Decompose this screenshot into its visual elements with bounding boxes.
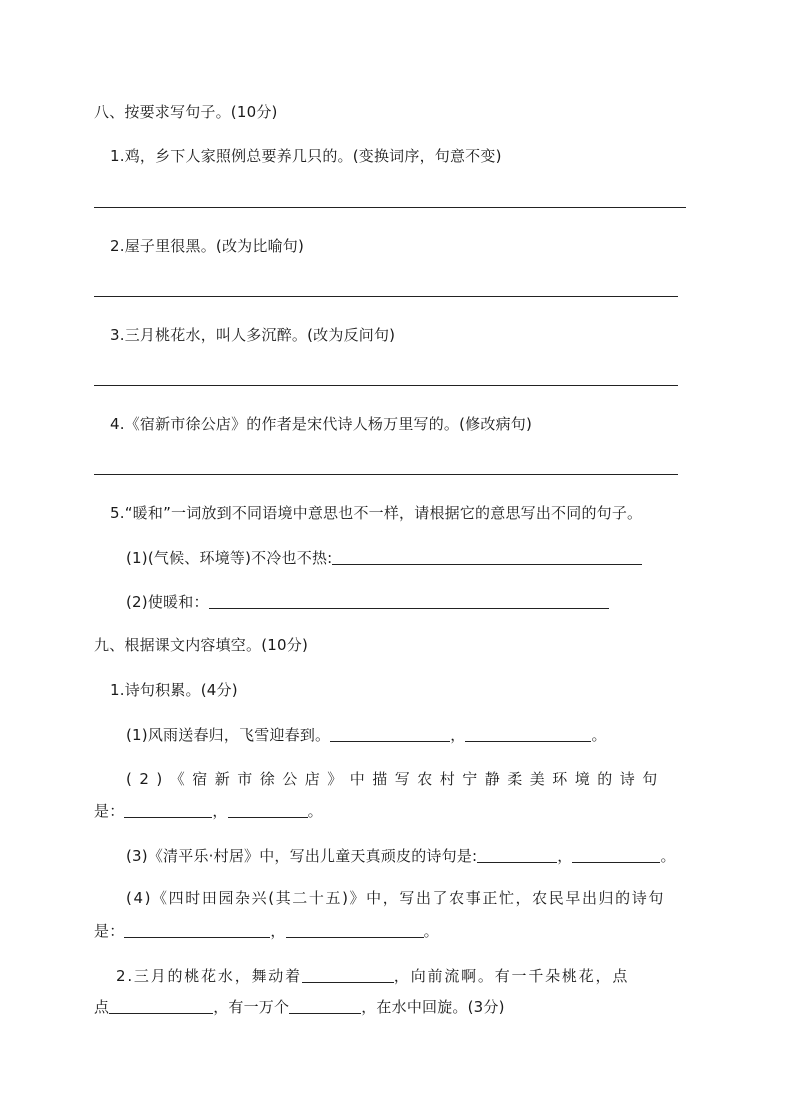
question-8-4: 4.《宿新市徐公店》的作者是宋代诗人杨万里写的。(修改病句) bbox=[110, 415, 533, 433]
blank-9-1-1-a[interactable] bbox=[330, 726, 450, 742]
period: 。 bbox=[423, 922, 439, 940]
question-9-1-2-line1: (2)《宿新市徐公店》中描写农村宁静柔美环境的诗句 bbox=[126, 770, 665, 788]
question-9-1-3-text: (3)《清平乐·村居》中，写出儿童天真顽皮的诗句是: bbox=[126, 847, 478, 865]
question-9-1-2-line2 bbox=[94, 801, 323, 821]
question-8-5-1-text: (1)(气候、环境等)不冷也不热: bbox=[126, 549, 333, 567]
question-8-5-2-text: (2)使暖和： bbox=[126, 593, 209, 611]
comma: ， bbox=[212, 802, 228, 820]
period: 。 bbox=[660, 847, 676, 865]
question-9-1: 1.诗句积累。(4分) bbox=[110, 681, 238, 699]
blank-9-2-b[interactable] bbox=[109, 998, 213, 1014]
blank-9-1-2-a[interactable] bbox=[124, 802, 212, 818]
comma: ， bbox=[270, 922, 286, 940]
question-9-2-text-a: 2.三月的桃花水，舞动着 bbox=[116, 967, 302, 985]
section-9-heading: 九、根据课文内容填空。(10分) bbox=[94, 636, 308, 654]
question-9-1-4-lead: 是： bbox=[94, 922, 125, 940]
blank-9-1-4-b[interactable] bbox=[286, 922, 424, 938]
question-9-2-line2 bbox=[94, 997, 505, 1017]
question-9-1-2-lead: 是： bbox=[94, 802, 125, 820]
question-8-5-2 bbox=[126, 592, 609, 612]
question-8-1: 1.鸡，乡下人家照例总要养几只的。(变换词序，句意不变) bbox=[110, 147, 502, 165]
question-9-2-text-c: 点 bbox=[94, 998, 110, 1016]
question-9-2-text-b: ，向前流啊。有一千朵桃花，点 bbox=[393, 967, 630, 985]
question-8-5: 5.“暖和”一词放到不同语境中意思也不一样，请根据它的意思写出不同的句子。 bbox=[110, 504, 643, 522]
question-8-3: 3.三月桃花水，叫人多沉醉。(改为反问句) bbox=[110, 326, 396, 344]
blank-9-1-1-b[interactable] bbox=[465, 726, 591, 742]
blank-9-2-a[interactable] bbox=[302, 967, 394, 983]
answer-line-8-4[interactable] bbox=[94, 474, 678, 475]
question-9-1-4-line1: (4)《四时田园杂兴(其二十五)》中，写出了农事正忙，农民早出归的诗句 bbox=[126, 889, 665, 907]
blank-9-1-2-b[interactable] bbox=[228, 802, 308, 818]
blank-9-1-3-b[interactable] bbox=[572, 847, 660, 863]
answer-line-8-3[interactable] bbox=[94, 385, 678, 386]
question-9-1-1 bbox=[126, 725, 607, 745]
blank-9-1-3-a[interactable] bbox=[477, 847, 557, 863]
answer-line-8-1[interactable] bbox=[94, 207, 686, 208]
period: 。 bbox=[591, 726, 607, 744]
blank-9-2-c[interactable] bbox=[289, 998, 361, 1014]
period: 。 bbox=[307, 802, 323, 820]
answer-line-8-2[interactable] bbox=[94, 296, 678, 297]
section-8-heading: 八、按要求写句子。(10分) bbox=[94, 103, 278, 121]
blank-9-1-4-a[interactable] bbox=[124, 922, 270, 938]
question-9-1-1-text: (1)风雨送春归，飞雪迎春到。 bbox=[126, 726, 331, 744]
blank-8-5-2[interactable] bbox=[209, 593, 609, 609]
blank-8-5-1[interactable] bbox=[332, 549, 642, 565]
question-8-5-1 bbox=[126, 548, 642, 568]
question-9-2-text-e: ，在水中回旋。(3分) bbox=[361, 998, 505, 1016]
comma: ， bbox=[450, 726, 466, 744]
question-9-2-text-d: ，有一万个 bbox=[213, 998, 290, 1016]
question-9-1-4-line2 bbox=[94, 921, 439, 941]
question-9-1-3 bbox=[126, 846, 676, 866]
question-9-2-line1 bbox=[116, 966, 629, 986]
question-8-2: 2.屋子里很黑。(改为比喻句) bbox=[110, 237, 305, 255]
comma: ， bbox=[557, 847, 573, 865]
